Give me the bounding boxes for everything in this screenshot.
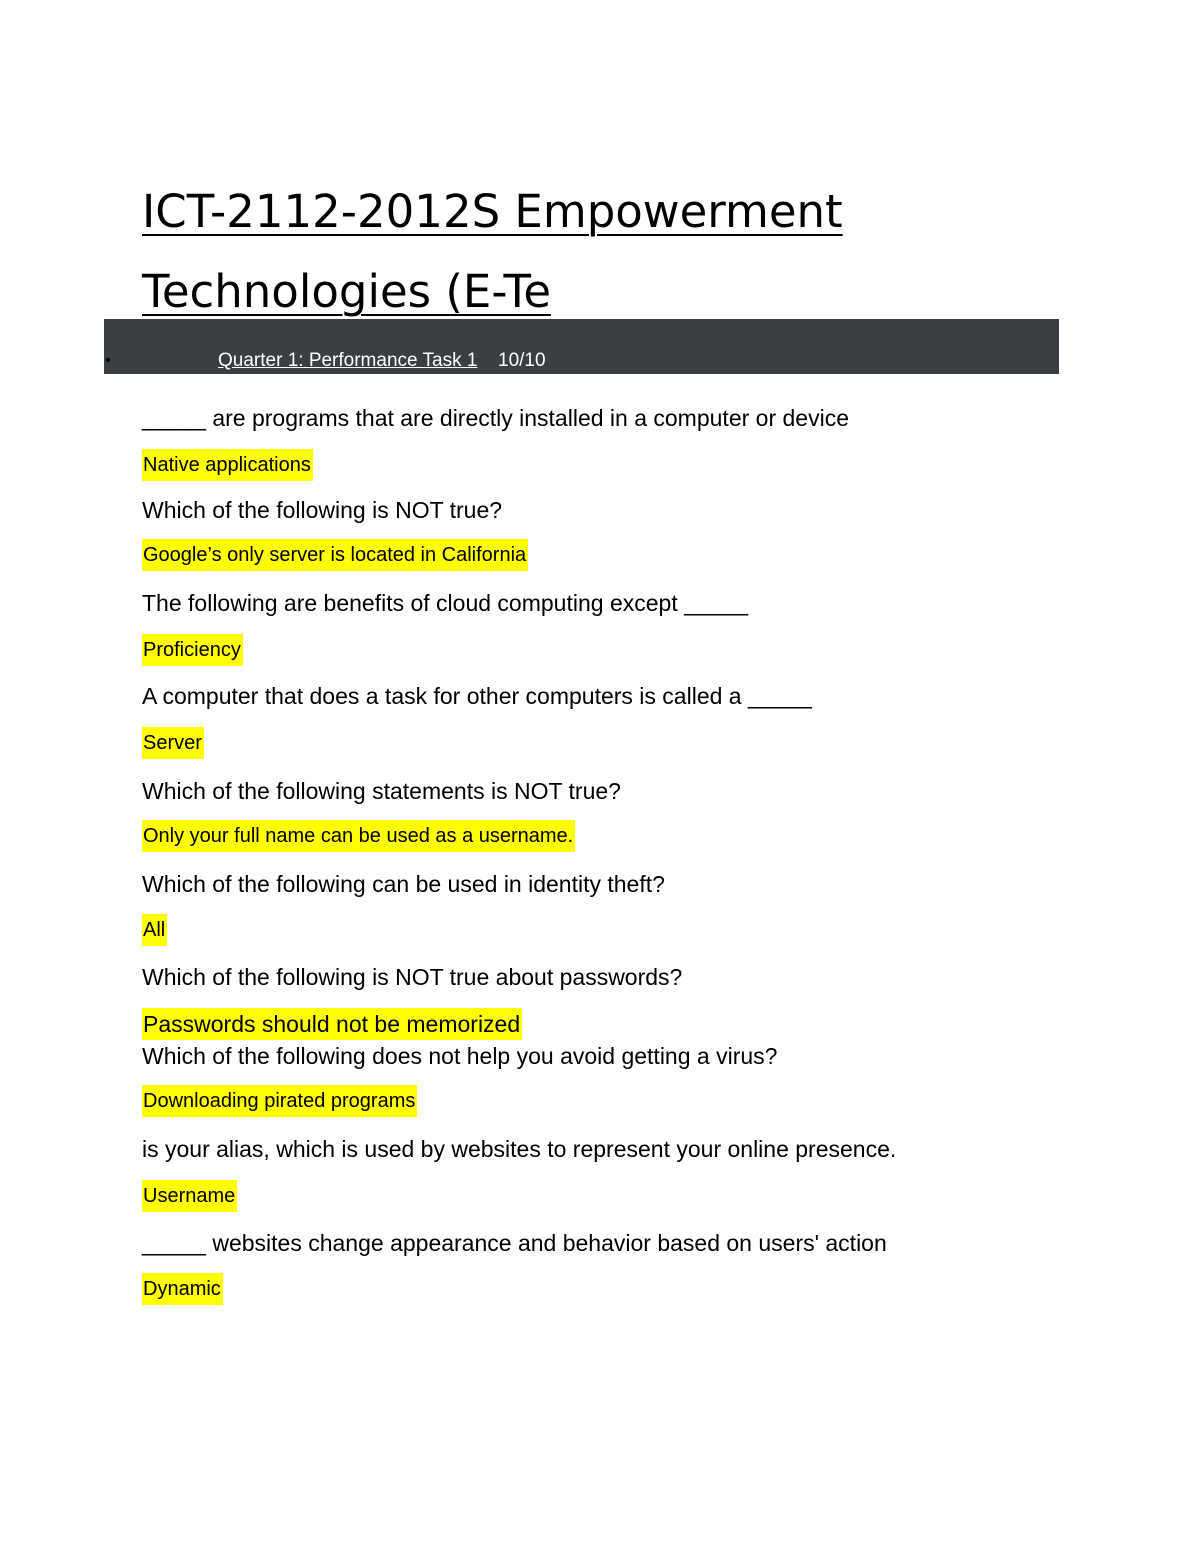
question-text: Which of the following can be used in identity theft? bbox=[142, 871, 665, 897]
question-text: _____ websites change appearance and behavior based on users' action bbox=[142, 1230, 887, 1256]
question-text: A computer that does a task for other computers is called a _____ bbox=[142, 683, 812, 709]
answer-highlight: Google’s only server is located in California bbox=[142, 539, 528, 571]
document-title-line-2: Technologies (E-Te bbox=[142, 265, 551, 318]
question-text: is your alias, which is used by websites to represent your online presence. bbox=[142, 1136, 897, 1162]
answer-highlight: Passwords should not be memorized bbox=[142, 1008, 522, 1040]
bullet-icon: • bbox=[104, 353, 113, 369]
question-text: _____ are programs that are directly installed in a computer or device bbox=[142, 405, 849, 431]
question-text: Which of the following does not help you avoid getting a virus? bbox=[142, 1043, 778, 1069]
answer-highlight: Proficiency bbox=[142, 634, 243, 666]
performance-task-link[interactable]: Quarter 1: Performance Task 1 bbox=[218, 350, 478, 371]
question-text: Which of the following statements is NOT true? bbox=[142, 778, 621, 804]
document-title bbox=[142, 172, 902, 332]
answer-highlight: Dynamic bbox=[142, 1273, 223, 1305]
document-title-line-1: ICT-2112-2012S Empowerment bbox=[142, 185, 843, 238]
answer-highlight: Native applications bbox=[142, 449, 313, 481]
answer-highlight: All bbox=[142, 914, 167, 946]
question-text: Which of the following is NOT true? bbox=[142, 497, 503, 523]
answer-highlight: Username bbox=[142, 1180, 237, 1212]
task-score: 10/10 bbox=[498, 350, 546, 371]
answer-highlight: Server bbox=[142, 727, 204, 759]
question-text: Which of the following is NOT true about passwords? bbox=[142, 964, 683, 990]
answer-highlight: Only your full name can be used as a username. bbox=[142, 820, 575, 852]
question-text: The following are benefits of cloud computing except _____ bbox=[142, 590, 749, 616]
answer-highlight: Downloading pirated programs bbox=[142, 1085, 417, 1117]
